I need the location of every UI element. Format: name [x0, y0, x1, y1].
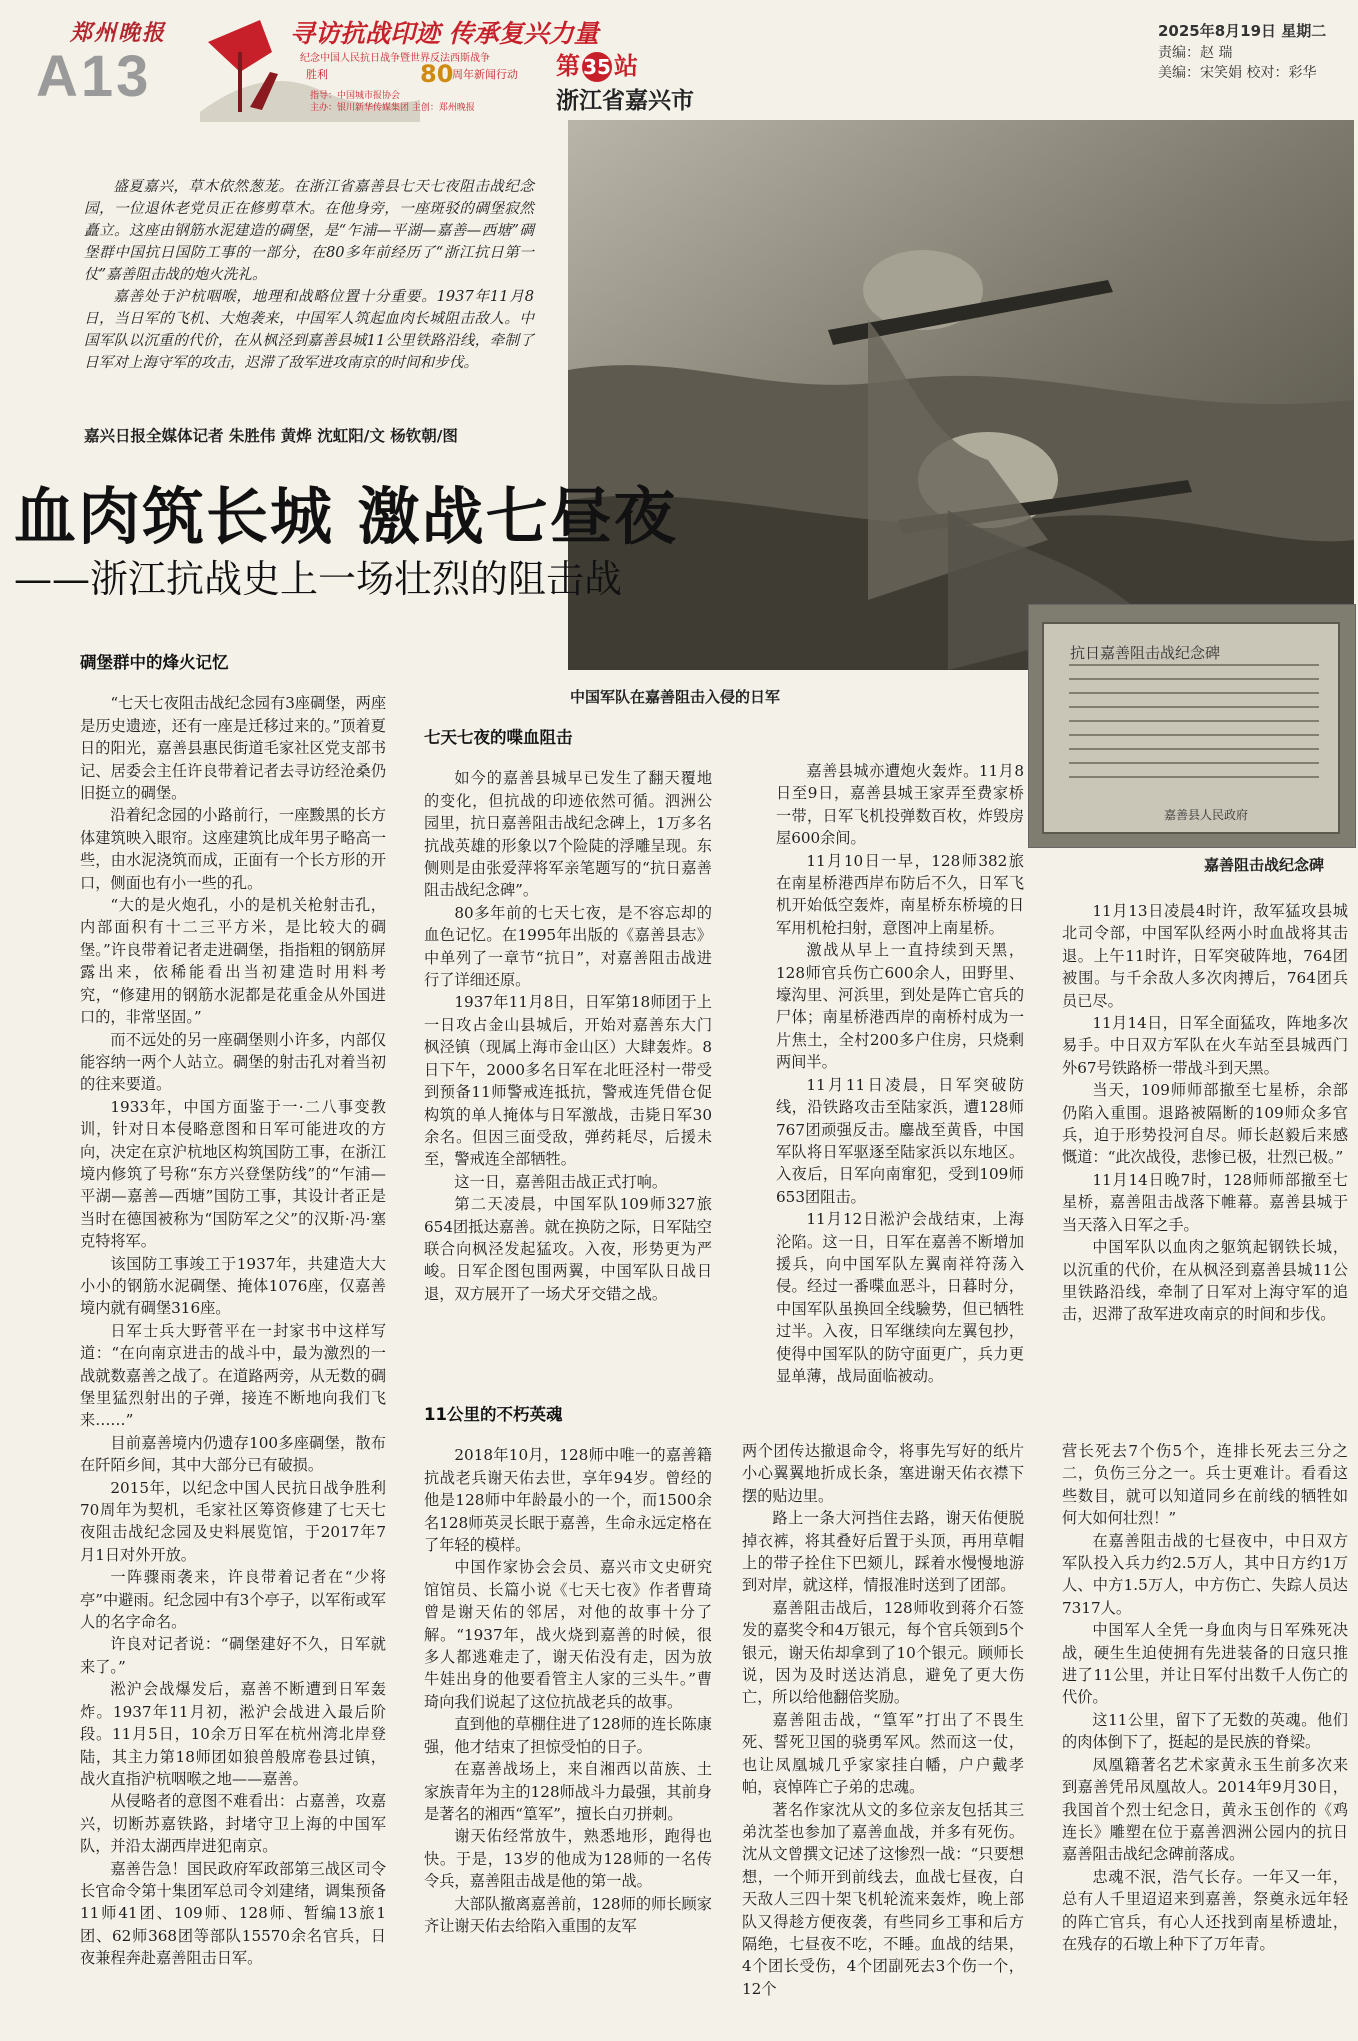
soldiers-photo-illustration — [568, 120, 1354, 670]
article-paragraph: 而不远处的另一座碉堡则小许多，内部仅能容纳一两个人站立。碉堡的射击孔对着当初的往来要道。 — [80, 1030, 386, 1094]
article-column-5 — [424, 1404, 712, 1937]
article-paragraph: 嘉善县城亦遭炮火轰炸。11月8日至9日，嘉善县城王家弄至费家桥一带，日军飞机投弹数百枚，炸毁房屋600余间。 — [776, 762, 1024, 848]
article-paragraph: 沿着纪念园的小路前行，一座黢黑的长方体建筑映入眼帘。这座建筑比成年男子略高一些，由水泥浇筑而成，正面有一个长方形的开口，侧面也有小一些的孔。 — [80, 806, 386, 892]
main-photo-caption: 中国军队在嘉善阻击入侵的日军 — [570, 688, 781, 706]
stage-label — [556, 46, 638, 82]
article-paragraph: 如今的嘉善县城早已发生了翻天覆地的变化，但抗战的印迹依然可循。泗洲公园里，抗日嘉善阻击战纪念碑上，1万多名抗战英雄的形象以7个险陡的浮雕呈现。东侧则是由张爱萍将军亲笔题写的“抗日嘉善阻击战纪念碑”。 — [424, 769, 712, 900]
article-paragraph: 日军士兵大野菅平在一封家书中这样写道：“在向南京进击的战斗中，最为激烈的一战就数嘉善之战了。在道路两旁，从无数的碉堡里猛烈射出的子弹，接连不断地向我们飞来……” — [80, 1321, 386, 1430]
article-paragraph: 2018年10月，128师中唯一的嘉善籍抗战老兵谢天佑去世，享年94岁。曾经的他是128师中年龄最小的一个，而1500余名128师英灵长眠于嘉善，生命永远定格在了年轻的模样。 — [424, 1446, 712, 1555]
memorial-photo-caption: 嘉善阻击战纪念碑 — [1204, 856, 1325, 874]
newspaper-name: 郑州晚报 — [70, 21, 167, 46]
banner-anniversary-suffix: 周年新闻行动 — [452, 68, 518, 81]
intro-paragraph: 盛夏嘉兴，草木依然葱茏。在浙江省嘉善县七天七夜阻击战纪念园，一位退休老党员正在修剪草木。在他身旁，一座斑驳的碉堡寂然矗立。这座由钢筋水泥建造的碉堡，是“乍浦—平湖—嘉善—西塘”碉堡群中国抗日国防工事的一部分，在80多年前经历了“浙江抗日第一仗”嘉善阻击战的炮火洗礼。 — [84, 178, 534, 283]
banner-subtitle: 纪念中国人民抗日战争暨世界反法西斯战争 — [300, 53, 490, 64]
article-paragraph: “七天七夜阻击战纪念园有3座碉堡，两座是历史遗迹，还有一座是迁移过来的。”顶着夏日的阳光，嘉善县惠民街道毛家社区党支部书记、居委会主任许良带着记者去寻访经沧桑仍旧挺立的碉堡。 — [80, 694, 387, 803]
article-paragraph: 11月12日淞沪会战结束，上海沦陷。这一日，日军在嘉善不断增加援兵，向中国军队左翼南祥符荡入侵。经过一番喋血恶斗，日暮时分，中国军队虽换回全线驗势，但已牺牲过半。入夜，日军继续向左翼包抄，使得中国军队的防守面更广，兵力更显单薄，战局面临被动。 — [776, 1210, 1024, 1385]
section-title: 11公里的不朽英魂 — [424, 1405, 563, 1424]
article-paragraph: 凤凰籍著名艺术家黄永玉生前多次来到嘉善凭吊凤凰故人。2014年9月30日，我国首个烈士纪念日，黄永玉创作的《鸡连长》雕塑在位于嘉善泗洲公园内的抗日嘉善阻击战纪念碑前落成。 — [1062, 1755, 1348, 1864]
byline: 嘉兴日报全媒体记者 朱胜伟 黄烨 沈虹阳/文 杨钦朝/图 — [84, 427, 458, 445]
article-paragraph: 中国军人全凭一身血肉与日军殊死决战，硬生生迫使拥有先进装备的日寇只推进了11公里，并让日军付出数千人伤亡的代价。 — [1062, 1621, 1348, 1707]
article-paragraph: 在嘉善阻击战的七昼夜中，中日双方军队投入兵力约2.5万人，其中日方约1万人、中方1.5万人，中方伤亡、失踪人员达7317人。 — [1062, 1531, 1348, 1617]
article-paragraph: 目前嘉善境内仍遗存100多座碉堡，散布在阡陌乡间，其中大部分已有破损。 — [80, 1433, 386, 1475]
article-column-1 — [80, 652, 386, 1970]
article-paragraph: 路上一条大河挡住去路，谢天佑便脱掉衣裤，将其叠好后置于头顶，再用草帽上的带子拴住下巴颏儿，踩着水慢慢地游到对岸，就这样，情报准时送到了团部。 — [742, 1509, 1024, 1595]
article-paragraph: 11月13日凌晨4时许，敌军猛攻县城北司令部，中国军队经两小时血战将其击退。上午11时许，日军突破阵地，764团被围。与千余敌人多次肉搏后，764团兵员已尽。 — [1062, 902, 1348, 1010]
article-column-7 — [1062, 1440, 1348, 1955]
article-paragraph: 1933年，中国方面鉴于一·二八事变教训，针对日本侵略意图和日军可能进攻的方向，决定在京沪杭地区构筑国防工事，在浙江境内修筑了号称“东方兴登堡防线”的“乍浦—平湖—嘉善—西塘”国防工事，其设计者正是当时在德国被称为“国防军之父”的汉斯·冯·塞克特将军。 — [80, 1097, 386, 1251]
stage-number: 35 — [582, 52, 612, 82]
memorial-stele-footer: 嘉善县人民政府 — [1164, 808, 1249, 822]
section-title: 七天七夜的喋血阻击 — [424, 728, 573, 747]
article-paragraph: 11月14日晚7时，128师师部撤至七星桥，嘉善阻击战落下帷幕。嘉善县城于当天落入日军之手。 — [1062, 1170, 1348, 1234]
editor-credit: 责编：赵 瑞 — [1158, 45, 1233, 61]
article-paragraph: 大部队撤离嘉善前，128师的师长顾家齐让谢天佑去给陷入重围的友军 — [424, 1894, 712, 1935]
intro-paragraph: 嘉善处于沪杭咽喉，地理和战略位置十分重要。1937年11月8日，当日军的飞机、大炮袭来，中国军人筑起血肉长城阻击敌人。中国军队以沉重的代价，在从枫泾到嘉善县城11公里铁路沿线，牵制了日军对上海守军的攻击，迟滞了敌军进攻南京的时间和步伐。 — [84, 288, 534, 371]
main-photo — [568, 120, 1354, 670]
article-paragraph: 直到他的草棚住进了128师的连长陈康强，他才结束了担惊受怕的日子。 — [424, 1715, 712, 1756]
flagpole — [238, 52, 242, 112]
banner-organizer: 指导：中国城市报协会 — [310, 91, 401, 101]
article-paragraph: 80多年前的七天七夜，是不容忘却的血色记忆。在1995年出版的《嘉善县志》中单列了一章节“抗日”，对嘉善阻击战进行了详细还原。 — [424, 903, 712, 990]
banner-anniversary-number: 80 — [420, 60, 454, 88]
article-paragraph: 11月10日一早，128师382旅在南星桥港西岸布防后不久，日军飞机开始低空轰炸，南星桥东桥境的日军用机枪扫射，意图冲上南星桥。 — [776, 851, 1024, 937]
article-paragraph: 中国军队以血肉之躯筑起钢铁长城，以沉重的代价，在从枫泾到嘉善县城11公里铁路沿线，牵制了日军对上海守军的追击，迟滞了敌军进攻南京的时间和步伐。 — [1062, 1238, 1348, 1324]
article-paragraph: 谢天佑经常放牛，熟悉地形，跑得也快。于是，13岁的他成为128师的一名传令兵，嘉善阻击战是他的第一战。 — [424, 1827, 712, 1891]
headline: 血肉筑长城 激战七昼夜 — [14, 480, 678, 553]
article-paragraph: 该国防工事竣工于1937年，共建造大大小小的钢筋水泥碉堡、掩体1076座，仅嘉善境内就有碉堡316座。 — [80, 1254, 386, 1318]
banner-hosts: 主办：银川新华传媒集团 主创：郑州晚报 — [310, 103, 475, 113]
stage-suffix: 站 — [614, 52, 638, 80]
article-paragraph: 1937年11月8日，日军第18师团于上一日攻占金山县城后，开始对嘉善东大门枫泾镇（现属上海市金山区）大肆轰炸。8日下午，2000多名日军在北旺泾村一带受到预备11师警戒连抵抗，警戒连凭借仓促构筑的单人掩体与日军激战，击毙日军30余名。但因三面受敌，弹药耗尽，后援未至，警戒连全部牺牲。 — [424, 993, 712, 1169]
designer-credit: 美编：宋笑娟 校对：彩华 — [1158, 65, 1317, 81]
section-title: 碉堡群中的烽火记忆 — [80, 653, 229, 672]
article-paragraph: 嘉善阻击战后，128师收到蒋介石签发的嘉奖令和4万银元，每个官兵领到5个银元，谢天佑却拿到了10个银元。顾师长说，因为及时送达消息，避免了更大伤亡，所以给他翻倍奖励。 — [742, 1598, 1024, 1707]
article-column-3 — [776, 760, 1024, 1387]
article-paragraph: 11月14日，日军全面猛攻，阵地多次易手。中日双方军队在火车站至县城西门外67号铁路桥一带战斗到天黑。 — [1062, 1014, 1348, 1077]
article-paragraph: 淞沪会战爆发后，嘉善不断遭到日军轰炸。1937年11月初，淞沪会战进入最后阶段。11月5日，10余万日军在杭州湾北岸登陆，其主力第18师团如狼兽般席卷县过镇，战火直指沪杭咽喉之地——嘉善。 — [80, 1680, 386, 1788]
stage-city: 浙江省嘉兴市 — [556, 88, 694, 114]
article-paragraph: 第二天凌晨，中国军队109师327旅654团抵达嘉善。就在换防之际，日军陆空联合向枫泾发起猛攻。入夜，形势更为严峻。日军企图包围两翼，中国军队日战日退，双方展开了一场犬牙交错之战。 — [424, 1195, 712, 1303]
stage-prefix: 第 — [556, 52, 580, 80]
article-paragraph: 当天，109师师部撤至七星桥，余部仍陷入重围。退路被隔断的109师众多官兵，迫于形势投河自尽。师长赵毅后来感慨道：“此次战役，悲惨已极，壮烈已极。” — [1062, 1081, 1348, 1167]
article-column-4 — [1062, 900, 1348, 1326]
subheadline: ——浙江抗战史上一场壮烈的阻击战 — [14, 557, 623, 601]
article-paragraph: 从侵略者的意图不难看出：占嘉善，攻嘉兴，切断苏嘉铁路，封堵守卫上海的中国军队，并沿太湖西岸进犯南京。 — [80, 1792, 386, 1856]
intro-lead — [84, 176, 534, 374]
issue-date: 2025年8月19日 星期二 — [1158, 22, 1327, 40]
banner-anniversary-prefix: 胜利 — [306, 68, 328, 81]
article-column-6 — [742, 1440, 1024, 2000]
article-paragraph: 这一日，嘉善阻击战正式打响。 — [454, 1172, 668, 1191]
article-paragraph: 嘉善告急！国民政府军政部第三战区司令长官命令第十集团军总司令刘建绪，调集预备11师41团、109师、128师、暂编13旅1团、62师368团等部队15570余名官兵，日夜兼程奔赴嘉善阻击日军。 — [80, 1859, 386, 1968]
article-paragraph: 嘉善阻击战，“篁军”打出了不畏生死、誓死卫国的骁勇军风。然而这一仗，也让凤凰城几乎家家挂白幡，户户戴孝帕，哀悼阵亡子弟的忠魂。 — [742, 1710, 1024, 1797]
article-paragraph: 激战从早上一直持续到天黑，128师官兵伤亡600余人，田野里、壕沟里、河浜里，到处是阵亡官兵的尸体；南星桥港西岸的南桥村成为一片焦土，全村200多户住房，只烧剩两间半。 — [776, 941, 1024, 1072]
article-paragraph: 一阵骤雨袭来，许良带着记者在“少将亭”中避雨。纪念园中有3个亭子，以军衔或军人的名字命名。 — [80, 1568, 386, 1632]
article-paragraph: 著名作家沈从文的多位亲友包括其三弟沈荃也参加了嘉善血战，并多有死伤。沈从文曾撰文记述了这惨烈一战：“只要想想，一个师开到前线去，血战七昼夜，白天敌人三四十架飞机轮流来轰炸，晚上部队又得趁方便夜袭，有些同乡工事和后方隔绝，七昼夜不吃，不睡。血战的结果，4个团长受伤，4个团副死去3个伤一个，12个 — [742, 1800, 1024, 1998]
article-paragraph: 11月11日凌晨，日军突破防线，沿铁路攻击至陆家浜，遭128师767团顽强反击。鏖战至黄昏，中国军队将日军驱逐至陆家浜以东地区。入夜后，日军向南窜犯，受到109师653团阻击。 — [776, 1075, 1024, 1206]
article-paragraph: 在嘉善战场上，来自湘西以苗族、土家族青年为主的128师战斗力最强，其前身是著名的湘西“篁军”，擅长白刃拼刺。 — [424, 1760, 712, 1823]
article-column-2 — [424, 727, 712, 1305]
article-paragraph: 2015年，以纪念中国人民抗日战争胜利70周年为契机，毛家社区筹资修建了七天七夜阻击战纪念园及史料展览馆，于2017年7月1日对外开放。 — [80, 1478, 386, 1564]
article-paragraph: 忠魂不泯，浩气长存。一年又一年，总有人千里迢迢来到嘉善，祭奠永远年轻的阵亡官兵，有心人还找到南星桥遗址，在残存的石墩上种下了万年青。 — [1062, 1867, 1348, 1953]
banner-title: 寻访抗战印迹 传承复兴力量 — [290, 19, 599, 48]
article-paragraph: “大的是火炮孔，小的是机关枪射击孔，内部面积有十二三平方米，是比较大的碉堡。”许良带着记者走进碉堡，指指粗的钢筋屏露出来，依稀能看出当初建造时用料考究，“修建用的钢筋水泥都是花重金从外国进口的，非常坚固。” — [80, 896, 386, 1027]
memorial-stele-title: 抗日嘉善阻击战纪念碑 — [1070, 644, 1221, 662]
article-paragraph: 中国作家协会会员、嘉兴市文史研究馆馆员、长篇小说《七天七夜》作者曹琦曾是谢天佑的邻居，对他的故事十分了解。“1937年，战火烧到嘉善的时候，很多人都逃难走了，谢天佑没有走，因为放牛娃出身的他要看管主人家的三头牛。”曹琦向我们说起了这位抗战老兵的故事。 — [424, 1558, 712, 1711]
article-paragraph: 许良对记者说：“碉堡建好不久，日军就来了。” — [80, 1635, 386, 1676]
article-paragraph: 营长死去7个伤5个，连排长死去三分之二，负伤三分之一。兵士更难计。看看这些数目，就可以知道同乡在前线的牺牲如何大如何壮烈！” — [1062, 1442, 1348, 1528]
article-paragraph: 两个团传达撤退命令，将事先写好的纸片小心翼翼地折成长条，塞进谢天佑衣襟下摆的贴边里。 — [742, 1442, 1024, 1505]
article-paragraph: 这11公里，留下了无数的英魂。他们的肉体倒下了，挺起的是民族的脊梁。 — [1062, 1710, 1348, 1752]
page-number: A13 — [36, 44, 152, 109]
